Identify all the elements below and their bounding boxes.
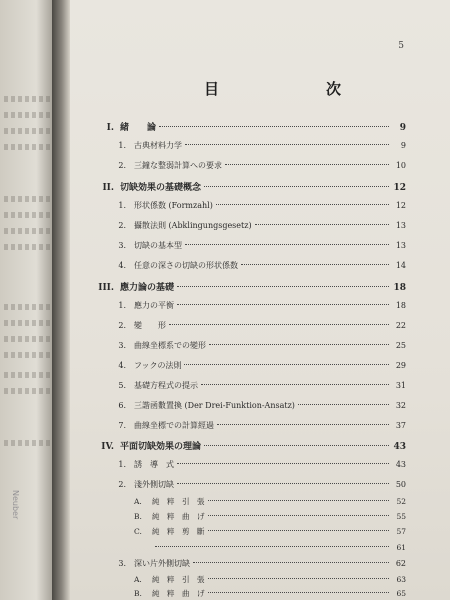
toc-leader-dots [255, 224, 389, 225]
toc-entry-number: 2. [118, 221, 126, 230]
bleed-text-line [4, 336, 50, 342]
toc-entry [110, 200, 406, 212]
bleed-text-line [4, 96, 50, 102]
toc-entry-page: 43 [393, 442, 406, 452]
toc-entry-label: 淺外側切缺 [134, 480, 174, 489]
toc-page [70, 0, 450, 600]
toc-leader-dots [216, 204, 389, 205]
toc-entry-label: 平面切缺効果の理論 [120, 442, 202, 452]
toc-entry [110, 400, 406, 412]
toc-entry-number: 1. [118, 141, 126, 150]
bleed-text-line [4, 304, 50, 310]
toc-entry-label: 古典材料力学 [134, 141, 182, 150]
toc-leader-dots [184, 364, 389, 365]
toc-entry [134, 588, 406, 600]
toc-leader-dots [177, 463, 389, 464]
toc-entry-page: 9 [400, 141, 406, 150]
toc-entry-number: II. [102, 183, 114, 193]
toc-entry [134, 496, 406, 508]
toc-entry-number: C. [134, 527, 142, 536]
toc-entry-label: 曲線坐標系での變形 [134, 341, 206, 350]
toc-entry-number: 2. [118, 161, 126, 170]
toc-leader-dots [208, 578, 390, 579]
bleed-text-line [4, 112, 50, 118]
toc-entry-label: 應力の平衡 [134, 301, 174, 310]
toc-leader-dots [185, 144, 389, 145]
left-page-fragment [0, 0, 52, 600]
toc-leader-dots [298, 404, 389, 405]
toc-entry-label: 變 形 [134, 321, 166, 330]
toc-leader-dots [159, 126, 389, 127]
toc-entry-number: 3. [118, 241, 126, 250]
toc-entry-number: 3. [118, 559, 126, 568]
toc-leader-dots [177, 483, 389, 484]
book-gutter [52, 0, 70, 600]
toc-entry-number: IV. [101, 442, 114, 452]
toc-leader-dots [208, 515, 390, 516]
toc-entry-number: 5. [118, 381, 126, 390]
bleed-text-line [4, 196, 50, 202]
toc-entry-label: 三諧函數置換 (Der Drei-Funktion-Ansatz) [134, 401, 295, 410]
toc-entry-page: 43 [395, 460, 406, 469]
toc-entry-number: 7. [118, 421, 126, 430]
toc-entry-page: 57 [396, 527, 406, 536]
toc-entry-page: 31 [395, 381, 406, 390]
toc-entry-label: 形状係数 (Formzahl) [134, 201, 213, 210]
toc-entry-label: 三鐘な整弱計算への要求 [134, 161, 222, 170]
toc-entry-number: 2. [118, 321, 126, 330]
toc-entry-page: 50 [395, 480, 406, 489]
toc-entry [134, 526, 406, 538]
bleed-text-line [4, 128, 50, 134]
toc-entry [134, 574, 406, 586]
toc-entry-label: 純 粹 曲 げ [152, 512, 205, 521]
page-number: 5 [398, 41, 404, 51]
toc-entry-number: 4. [118, 361, 126, 370]
toc-entry [110, 558, 406, 570]
toc-leader-dots [241, 264, 389, 265]
toc-entry-page: 63 [396, 575, 406, 584]
left-page-text: Neuber [11, 490, 20, 520]
toc-entry-number: A. [134, 497, 142, 506]
toc-entry-number: B. [134, 512, 142, 521]
toc-entry-page: 61 [396, 543, 406, 552]
toc-entry-number: 3. [118, 341, 126, 350]
toc-entry-number: 1. [118, 301, 126, 310]
toc-entry-page: 12 [395, 201, 406, 210]
bleed-text-line [4, 388, 50, 394]
toc-leader-dots [185, 244, 389, 245]
toc-entry-label: 深い片外側切缺 [134, 559, 190, 568]
toc-entry-page: 14 [395, 261, 406, 270]
toc-entry-number: 6. [118, 401, 126, 410]
toc-leader-dots [169, 324, 389, 325]
toc-entry-label: 基礎方程式の提示 [134, 381, 198, 390]
toc-entry-number: A. [134, 575, 142, 584]
bleed-text-line [4, 372, 50, 378]
toc-entry [110, 380, 406, 392]
toc-leader-dots [204, 186, 389, 187]
toc-entry [110, 160, 406, 172]
toc-entry-label: 緒 論 [120, 123, 157, 133]
toc-entry [134, 543, 406, 555]
toc-leader-dots [177, 304, 389, 305]
toc-entry-page: 18 [393, 283, 406, 293]
toc-entry-page: 65 [396, 589, 406, 598]
toc-entry [110, 300, 406, 312]
toc-entry [110, 479, 406, 491]
toc-entry [110, 220, 406, 232]
toc-entry [110, 360, 406, 372]
toc-entry-label: 誘 導 式 [134, 460, 174, 469]
toc-leader-dots [204, 445, 389, 446]
toc-entry [110, 240, 406, 252]
toc-leader-dots [225, 164, 389, 165]
toc-entry-label: 純 粹 曲 げ [152, 589, 205, 598]
toc-leader-dots [155, 546, 389, 547]
toc-entry-page: 62 [395, 559, 406, 568]
toc-entry-label: 純 粹 剪 斷 [152, 527, 205, 536]
toc-entry-page: 13 [395, 221, 406, 230]
toc-entry [84, 120, 406, 132]
toc-entry [110, 420, 406, 432]
toc-entry [84, 280, 406, 292]
toc-entry-number: 4. [118, 261, 126, 270]
toc-leader-dots [208, 500, 390, 501]
toc-leader-dots [209, 344, 389, 345]
toc-leader-dots [217, 424, 389, 425]
toc-entry-page: 29 [395, 361, 406, 370]
toc-entry-label: 切缺効果の基礎概念 [120, 183, 202, 193]
toc-entry [134, 511, 406, 523]
toc-entry-number: 1. [118, 460, 126, 469]
toc-leader-dots [208, 592, 390, 593]
toc-entry-page: 13 [395, 241, 406, 250]
bleed-text-line [4, 440, 50, 446]
toc-entry [110, 340, 406, 352]
toc-entry-page: 22 [395, 321, 406, 330]
toc-leader-dots [193, 562, 389, 563]
toc-entry-number: III. [98, 283, 114, 293]
bleed-text-line [4, 228, 50, 234]
toc-entry-number: B. [134, 589, 142, 598]
toc-entry-page: 18 [395, 301, 406, 310]
toc-leader-dots [208, 530, 390, 531]
toc-entry [110, 260, 406, 272]
toc-entry-page: 25 [395, 341, 406, 350]
toc-entry-label: 曲線坐標での計算經過 [134, 421, 214, 430]
bleed-text-line [4, 212, 50, 218]
bleed-text-line [4, 244, 50, 250]
toc-entry-number: 2. [118, 480, 126, 489]
toc-entry [110, 459, 406, 471]
toc-entry-label: 任意の深さの切缺の形状係数 [134, 261, 238, 270]
bleed-text-line [4, 352, 50, 358]
toc-leader-dots [201, 384, 389, 385]
toc-entry-label: 純 粹 引 張 [152, 497, 205, 506]
page-title: 目 次 [204, 80, 388, 98]
toc-entry-number: 1. [118, 201, 126, 210]
toc-entry-label: 純 粹 引 張 [152, 575, 205, 584]
toc-entry [84, 439, 406, 451]
toc-entry-number: I. [106, 123, 114, 133]
toc-entry-page: 12 [393, 183, 406, 193]
toc-entry-label: 切缺の基本型 [134, 241, 182, 250]
bleed-text-line [4, 320, 50, 326]
toc-entry-page: 52 [396, 497, 406, 506]
toc-entry-label: フックの法則 [134, 361, 182, 370]
toc-entry-label: 應力論の基礎 [120, 283, 175, 293]
toc-entry-page: 37 [395, 421, 406, 430]
toc-entry-page: 9 [399, 123, 406, 133]
toc-leader-dots [177, 286, 389, 287]
toc-entry-label: 攝散法則 (Abklingungsgesetz) [134, 221, 252, 230]
toc-entry-page: 32 [395, 401, 406, 410]
toc-entry [110, 140, 406, 152]
toc-entry [84, 180, 406, 192]
bleed-text-line [4, 144, 50, 150]
toc-entry-page: 55 [396, 512, 406, 521]
toc-entry [110, 320, 406, 332]
toc-entry-page: 10 [395, 161, 406, 170]
